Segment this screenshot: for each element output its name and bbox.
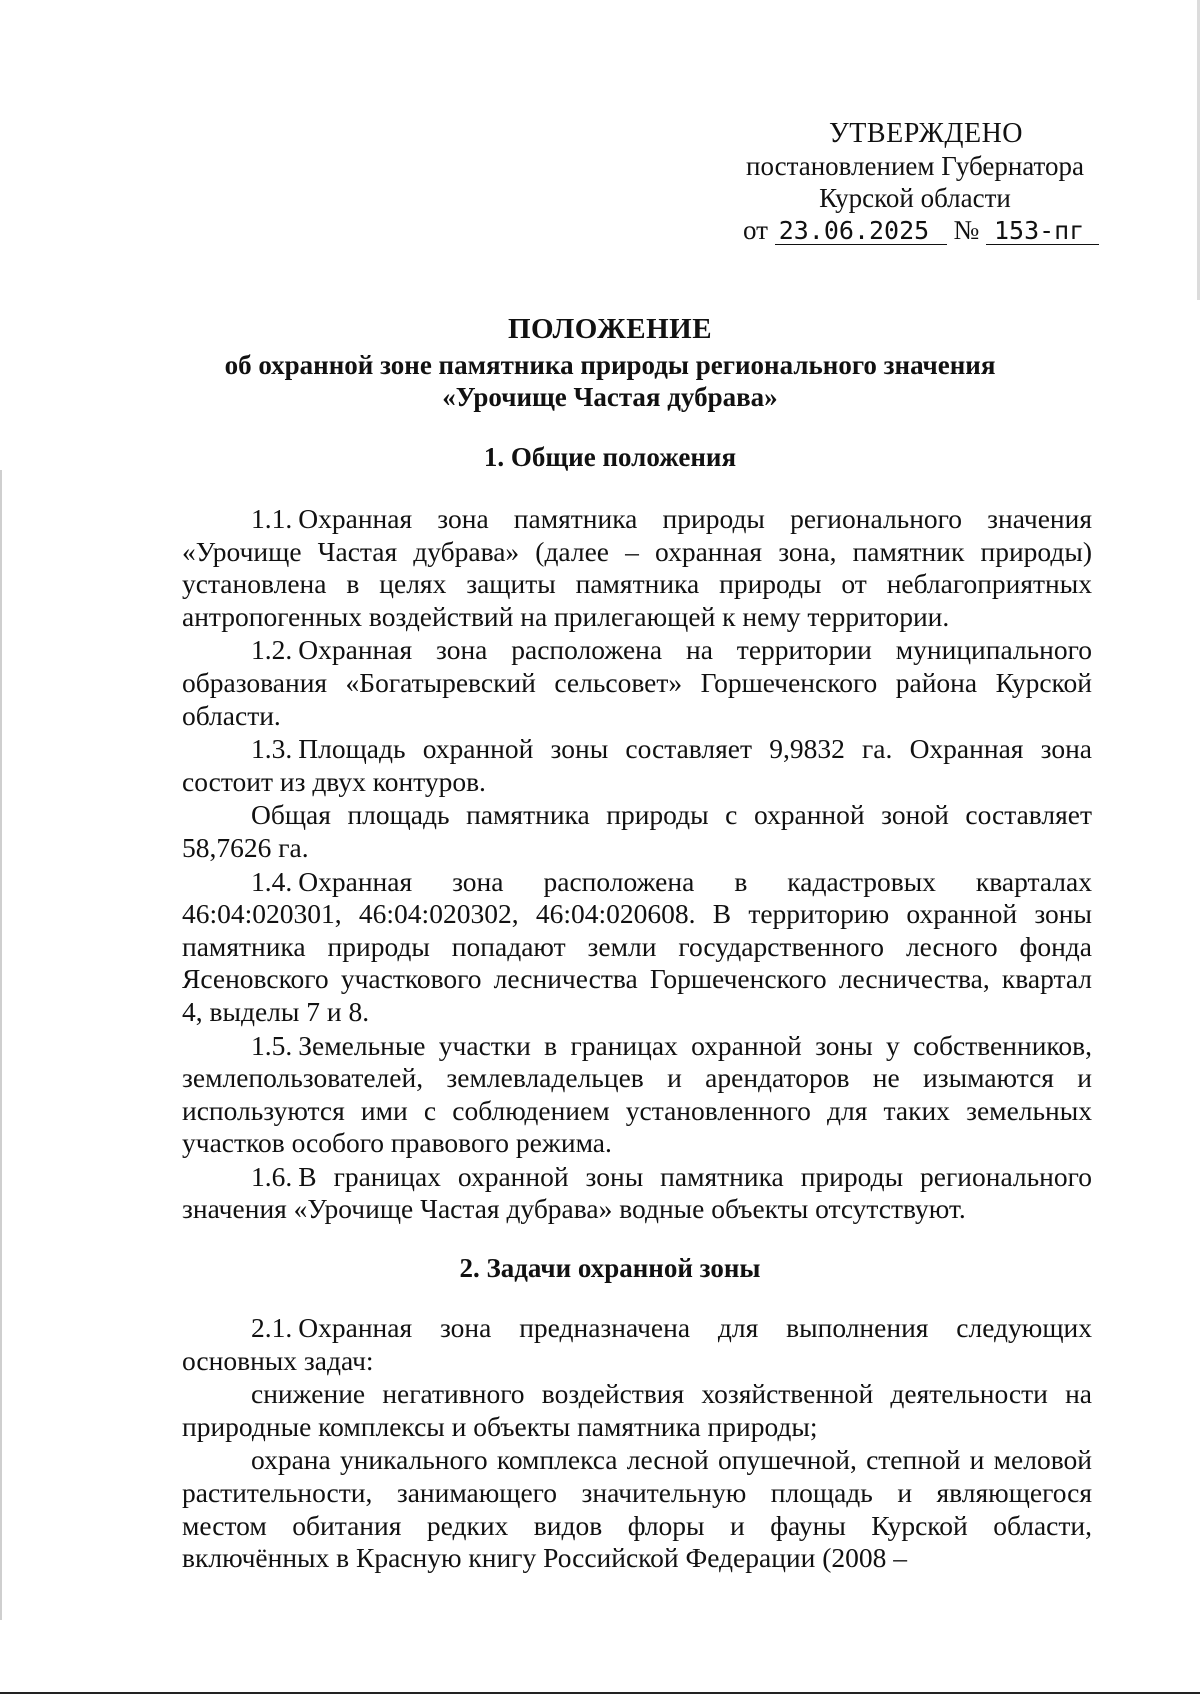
paragraph-2-1: 2.1. Охранная зона предназначена для выполнения следующих основных задач: xyxy=(182,1312,1092,1376)
paragraph-task-2: охрана уникального комплекса лесной опушечной, степной и меловой растительности, занимающего значительную площадь и являющегося местом обитания редких видов флоры и фауны Курской области, включённых в Красную книгу Российской Федерации (2008 – xyxy=(182,1444,1092,1574)
section-2-heading: 2. Задачи охранной зоны xyxy=(459,1253,761,1283)
approval-line-1: постановлением Губернатора xyxy=(746,151,1084,181)
title-main: ПОЛОЖЕНИЕ xyxy=(507,313,713,345)
section-2-body xyxy=(182,1312,1092,1576)
paragraph-1-2: 1.2. Охранная зона расположена на территории муниципального образования «Богатыревский сельсовет» Горшеченского района Курской области. xyxy=(182,634,1092,731)
approval-block xyxy=(735,118,1095,246)
paragraph-1-3: 1.3. Площадь охранной зоны составляет 9,9832 га. Охранная зона состоит из двух контуров. xyxy=(182,733,1092,797)
section-1-heading: 1. Общие положения xyxy=(483,442,737,472)
section-1-body xyxy=(182,503,1092,1227)
paragraph-1-6: 1.6. В границах охранной зоны памятника природы регионального значения «Урочище Частая дубрава» водные объекты отсутствуют. xyxy=(182,1160,1092,1225)
date-prefix: от xyxy=(743,215,768,245)
approval-number: 153-пг xyxy=(986,218,1099,245)
approval-date: 23.06.2025 xyxy=(775,218,947,245)
paragraph-total-area: Общая площадь памятника природы с охранной зоной составляет 58,7626 га. xyxy=(182,799,1092,863)
approval-date-line xyxy=(735,214,1095,246)
number-prefix: № xyxy=(953,215,980,245)
title-line-1: об охранной зоне памятника природы регионального значения xyxy=(224,350,996,380)
approval-heading: УТВЕРЖДЕНО xyxy=(828,118,1024,149)
paragraph-1-5: 1.5. Земельные участки в границах охранной зоны у собственников, землепользователей, землевладельцев и арендаторов не изымаются и используются ими с соблюдением установленного для таких земельных участков особого правового режима. xyxy=(182,1029,1092,1159)
scan-edge-left xyxy=(0,470,2,1620)
title-line-2: «Урочище Частая дубрава» xyxy=(442,382,778,412)
paragraph-1-1: 1.1. Охранная зона памятника природы регионального значения «Урочище Частая дубрава» (далее – охранная зона, памятник природы) установлена в целях защиты памятника природы от неблагоприятных антропогенных воздействий на прилегающей к нему территории. xyxy=(182,503,1092,632)
scan-edge-bottom xyxy=(0,1692,1200,1694)
approval-line-2: Курской области xyxy=(819,183,1011,213)
paragraph-task-1: снижение негативного воздействия хозяйственной деятельности на природные комплексы и объекты памятника природы; xyxy=(182,1378,1092,1442)
document-title xyxy=(180,313,1040,413)
paragraph-1-4: 1.4. Охранная зона расположена в кадастровых кварталах 46:04:020301, 46:04:020302, 46:04:020608. В территорию охранной зоны памятника природы попадают земли государственного лесного фонда Ясеновского участкового лесничества Горшеченского лесничества, квартал 4, выделы 7 и 8. xyxy=(182,865,1092,1027)
